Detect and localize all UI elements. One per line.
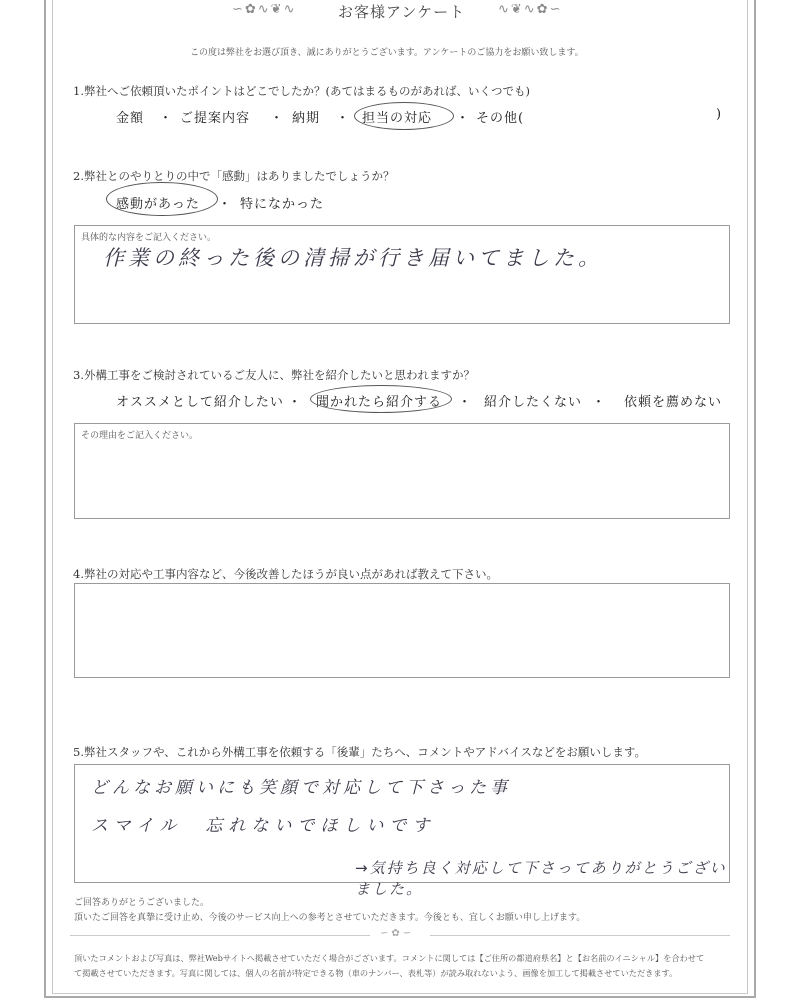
question-5: 5.弊社スタッフや、これから外構工事を依頼する「後輩」たちへ、コメントやアドバイスなどをお願いします。 bbox=[73, 745, 646, 759]
q1-other-close-paren: ) bbox=[716, 107, 723, 122]
q2-option-impressed[interactable]: 感動があった bbox=[116, 197, 200, 212]
divider-ornament-icon: ∽✿∽ bbox=[380, 928, 415, 939]
question-3: 3.外構工事をご検討されているご友人に、弊社を紹介したいと思われますか？ bbox=[73, 368, 475, 382]
q3-separator: ・ bbox=[592, 395, 607, 410]
q3-option-discourage[interactable]: 依頼を薦めない bbox=[624, 395, 723, 410]
q3-option-if-asked[interactable]: 聞かれたら紹介する bbox=[316, 395, 443, 410]
q3-separator: ・ bbox=[458, 395, 473, 410]
q1-option-delivery[interactable]: 納期 bbox=[292, 111, 321, 126]
closing-message: 頂いたご回答を真摯に受け止め、今後のサービス向上への参考とさせていただきます。今後とも、宜しくお願い申し上げます。 bbox=[74, 913, 586, 923]
q1-option-proposal[interactable]: ご提案内容 bbox=[180, 111, 251, 126]
q5-handwritten-line-3: →気持ち良く対応して下さってありがとうございました。 bbox=[355, 859, 727, 898]
intro-text: この度は弊社をお選び頂き、誠にありがとうございます。アンケートのご協力をお願い致します。 bbox=[190, 48, 584, 58]
footer-note-2: て掲載させていただきます。写真に関しては、個人の名前が特定できる物（車のナンバー、表札等）が読み取れないよう、画像を加工して掲載させていただきます。 bbox=[74, 968, 678, 978]
ornament-right-icon: ∿❦∿✿∽ bbox=[498, 2, 563, 17]
q3-separator: ・ bbox=[288, 395, 303, 410]
q1-option-other[interactable]: その他( bbox=[476, 111, 525, 126]
q1-separator: ・ bbox=[270, 111, 285, 126]
q2-box-label: 具体的な内容をご記入ください。 bbox=[81, 233, 217, 243]
page-title: お客様アンケート bbox=[338, 3, 466, 21]
q1-separator: ・ bbox=[336, 111, 351, 126]
q5-answer-box[interactable] bbox=[74, 764, 730, 898]
divider-line-left bbox=[70, 935, 370, 936]
q3-option-not-recommend[interactable]: 紹介したくない bbox=[484, 395, 583, 410]
q1-separator: ・ bbox=[159, 111, 174, 126]
q2-separator: ・ bbox=[218, 197, 233, 212]
q3-box-label: その理由をご記入ください。 bbox=[81, 431, 199, 441]
q2-option-not-impressed[interactable]: 特になかった bbox=[240, 197, 325, 212]
q1-option-staff-response[interactable]: 担当の対応 bbox=[362, 111, 433, 126]
question-4: 4.弊社の対応や工事内容など、今後改善したほうが良い点があれば教えて下さい。 bbox=[73, 567, 498, 581]
divider-line-right bbox=[430, 935, 730, 936]
footer-note-1: 頂いたコメントおよび写真は、弊社Webサイトへ掲載させていただく場合がございます。コメントに関しては【ご住所の都道府県名】と【お名前のイニシャル】を合わせて bbox=[74, 953, 705, 963]
q5-handwritten-line-1: どんなお願いにも笑顔で対応して下さった事 bbox=[91, 778, 511, 798]
question-2: 2.弊社とのやりとりの中で「感動」はありましたでしょうか？ bbox=[73, 169, 395, 183]
q2-handwritten-answer: 作業の終った後の清掃が行き届いてました。 bbox=[103, 246, 603, 270]
q3-option-recommend[interactable]: オススメとして紹介したい bbox=[116, 395, 284, 410]
q1-separator: ・ bbox=[456, 111, 471, 126]
question-1: 1.弊社へご依頼頂いたポイントはどこでしたか？(あてはまるものがあれば、いくつでも) bbox=[73, 84, 530, 98]
selection-circle-if-asked bbox=[310, 385, 452, 413]
q4-answer-box[interactable] bbox=[74, 583, 730, 678]
selection-circle-impressed bbox=[106, 182, 218, 216]
q3-answer-box[interactable] bbox=[74, 423, 730, 519]
closing-thanks: ご回答ありがとうございました。 bbox=[74, 898, 210, 908]
selection-circle-staff-response bbox=[354, 102, 454, 130]
q1-option-price[interactable]: 金額 bbox=[116, 111, 145, 126]
ornament-left-icon: ∽✿∿❦∿ bbox=[232, 2, 297, 17]
q5-handwritten-line-2: スマイル 忘れないでほしいです bbox=[91, 816, 436, 836]
q2-answer-box[interactable] bbox=[74, 225, 730, 324]
